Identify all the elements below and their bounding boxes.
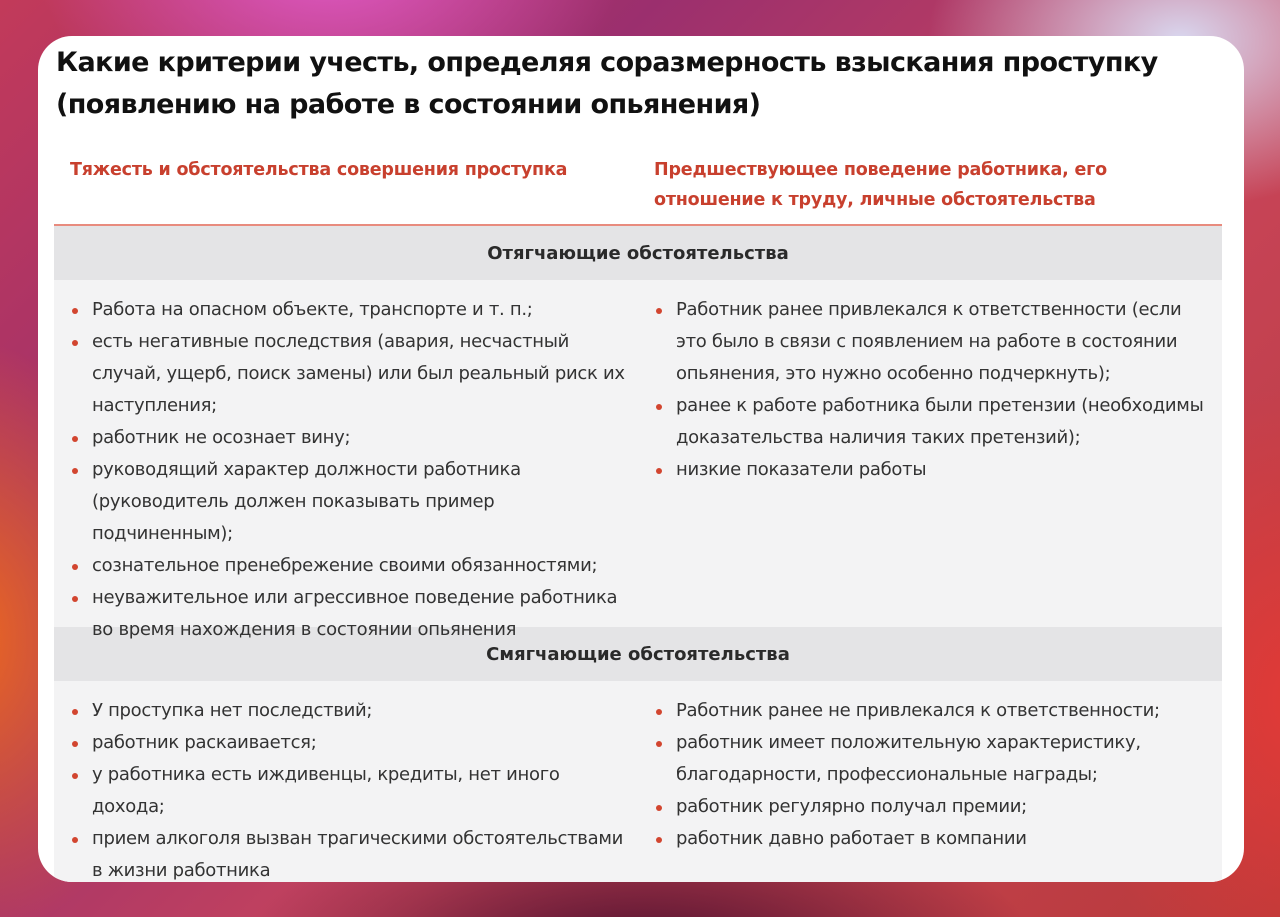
bullet-icon [656,709,662,715]
list-item: ранее к работе работника были претензии (необходимы доказательства наличия таких претензий); [654,390,1214,454]
list-item: есть негативные последствия (авария, несчастный случай, ущерб, поиск замены) или был реальный риск их наступления; [70,326,630,422]
list-item: неуважительное или агрессивное поведение работника во время нахождения в состоянии опьянения [70,582,630,646]
list-item: работник давно работает в компании [654,823,1214,855]
list-item: Работник ранее не привлекался к ответственности; [654,695,1214,727]
mitigating-heading: Смягчающие обстоятельства [54,627,1222,681]
list-item: прием алкоголя вызван трагическими обстоятельствами в жизни работника [70,823,630,887]
bullet-icon [656,308,662,314]
list-item: Работа на опасном объекте, транспорте и т. п.; [70,294,630,326]
aggravating-heading: Отягчающие обстоятельства [54,226,1222,280]
bullet-icon [656,404,662,410]
page-title: Какие критерии учесть, определяя соразмерность взыскания проступку (появлению на работе в состоянии опьянения) [56,47,1158,120]
list-item: У проступка нет последствий; [70,695,630,727]
bullet-icon [656,741,662,747]
list-item: низкие показатели работы [654,454,1214,486]
list-item: сознательное пренебрежение своими обязанностями; [70,550,630,582]
bullet-icon [72,468,78,474]
list-item: работник регулярно получал премии; [654,791,1214,823]
bullet-icon [72,596,78,602]
bullet-icon [72,564,78,570]
list-item: работник не осознает вину; [70,422,630,454]
list-item: у работника есть иждивенцы, кредиты, нет иного дохода; [70,759,630,823]
bullet-icon [72,837,78,843]
bullet-icon [656,805,662,811]
bullet-icon [72,741,78,747]
aggravating-right-list [654,294,1214,486]
bullet-icon [72,340,78,346]
bullet-icon [72,773,78,779]
column-header-behavior: Предшествующее поведение работника, его отношение к труду, личные обстоятельства [654,160,1107,210]
mitigating-left-list [70,695,630,887]
bullet-icon [656,837,662,843]
list-item: работник раскаивается; [70,727,630,759]
aggravating-left-list [70,294,630,646]
mitigating-right-list [654,695,1214,855]
list-item: руководящий характер должности работника (руководитель должен показывать пример подчиненным); [70,454,630,550]
bullet-icon [72,308,78,314]
bullet-icon [72,709,78,715]
column-header-severity: Тяжесть и обстоятельства совершения проступка [70,160,568,180]
list-item: работник имеет положительную характеристику, благодарности, профессиональные награды; [654,727,1214,791]
bullet-icon [656,468,662,474]
list-item: Работник ранее привлекался к ответственности (если это было в связи с появлением на работе в состоянии опьянения, это нужно особенно подчеркнуть); [654,294,1214,390]
bullet-icon [72,436,78,442]
